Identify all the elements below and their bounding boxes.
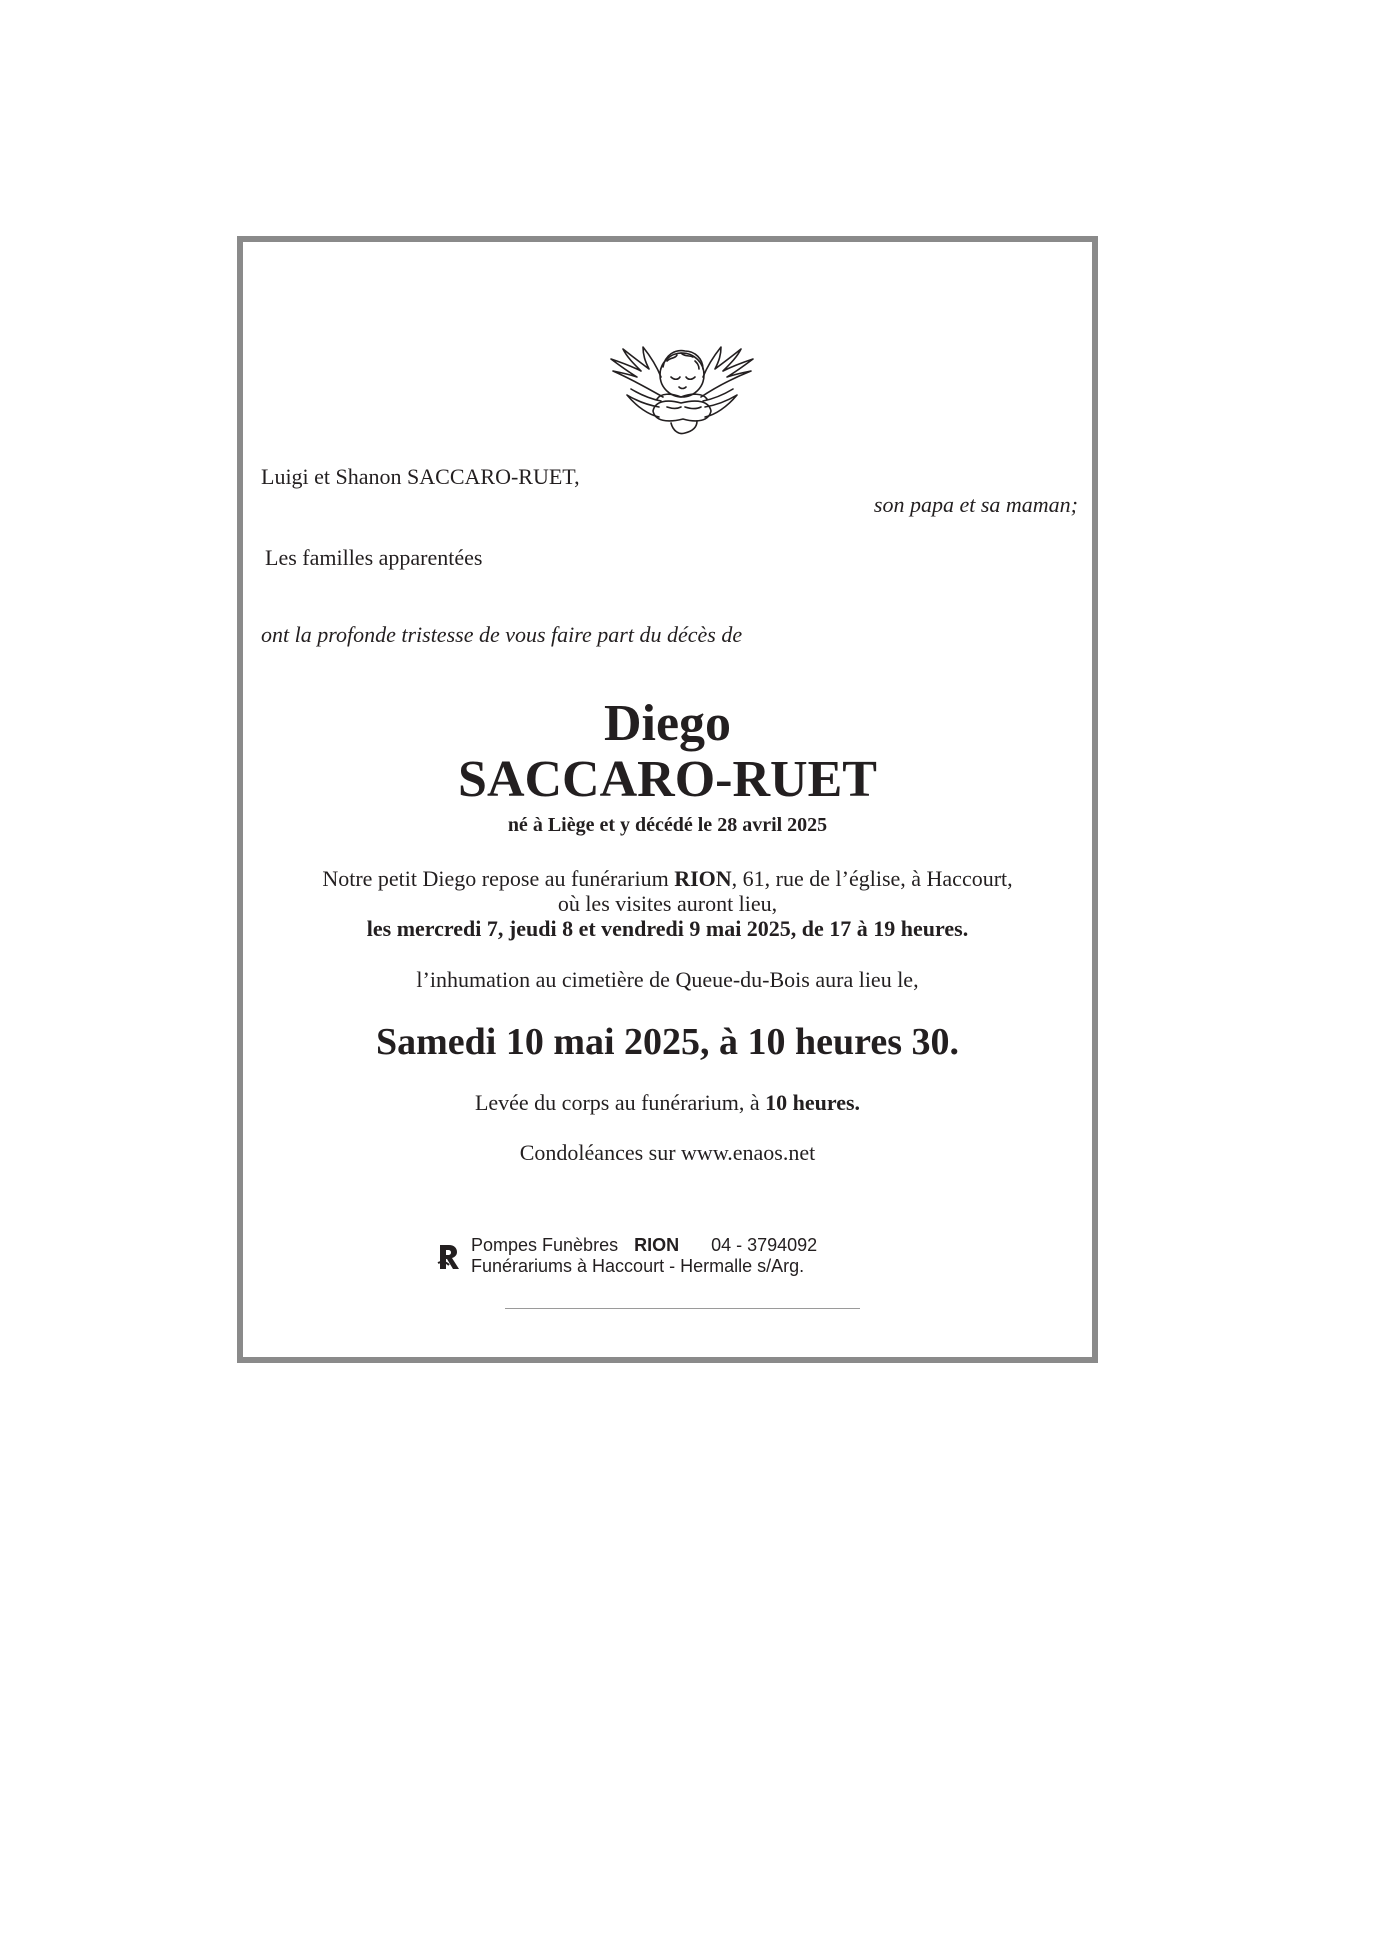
visitation-line-2: où les visites auront lieu, — [557, 891, 778, 916]
levee-time: 10 heures. — [765, 1090, 861, 1115]
condolences-line: Condoléances sur www.enaos.net — [519, 1140, 816, 1165]
undertaker-block — [471, 1235, 817, 1277]
announcement-line: ont la profonde tristesse de vous faire part du décès de — [261, 622, 743, 647]
angel-icon — [601, 337, 761, 447]
undertaker-name: RION — [634, 1235, 680, 1255]
burial-intro: l’inhumation au cimetière de Queue-du-Bois aura lieu le, — [416, 967, 919, 992]
ceremony-date: Samedi 10 mai 2025, à 10 heures 30. — [375, 1021, 960, 1063]
death-notice-frame — [237, 236, 1098, 1363]
undertaker-line-1: Pompes Funèbres RION 04 - 3794092 — [471, 1235, 818, 1255]
relatives-line: Les familles apparentées — [265, 545, 483, 570]
footer-rule — [505, 1308, 860, 1309]
parents-line: Luigi et Shanon SACCARO-RUET, — [261, 464, 580, 489]
undertaker-locations: Funérariums à Haccourt - Hermalle s/Arg. — [471, 1256, 805, 1276]
visitation-block — [243, 866, 1092, 941]
undertaker-phone: 04 - 3794092 — [711, 1235, 818, 1255]
levee-line: Levée du corps au funérarium, à 10 heures. — [474, 1090, 861, 1115]
rion-logo-icon — [437, 1243, 461, 1271]
birth-death-line: né à Liège et y décédé le 28 avril 2025 — [507, 814, 828, 836]
funeral-home-name: RION — [674, 866, 732, 891]
visitation-dates: les mercredi 7, jeudi 8 et vendredi 9 mai 2025, de 17 à 19 heures. — [366, 916, 969, 941]
deceased-last-name: SACCARO-RUET — [458, 751, 877, 808]
parents-role: son papa et sa maman; — [873, 492, 1078, 517]
deceased-first-name: Diego — [603, 695, 732, 752]
visitation-line-1: Notre petit Diego repose au funérarium RION, 61, rue de l’église, à Haccourt, — [322, 866, 1013, 891]
